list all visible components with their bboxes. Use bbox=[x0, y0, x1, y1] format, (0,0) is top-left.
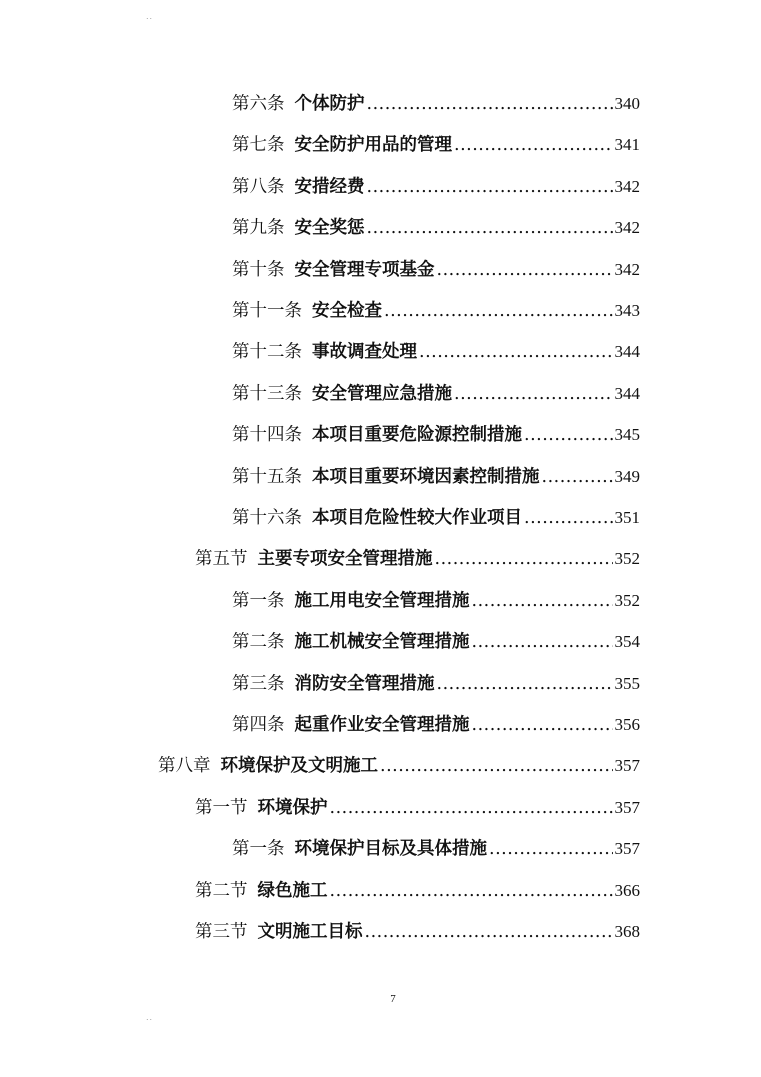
toc-entry-article[interactable] bbox=[232, 711, 640, 739]
toc-entry-page: 352 bbox=[614, 590, 640, 610]
toc-entry-section[interactable] bbox=[195, 794, 640, 822]
toc-entry-page: 340 bbox=[614, 94, 640, 113]
toc-entry-label: 第五节 bbox=[195, 549, 248, 570]
toc-dot-leader bbox=[367, 90, 613, 118]
toc-dot-leader bbox=[472, 628, 613, 656]
toc-entry-page: 349 bbox=[614, 466, 640, 486]
toc-entry-page: 344 bbox=[614, 342, 640, 362]
toc-entry-title: 起重作业安全管理措施 bbox=[294, 715, 470, 735]
toc-entry-page: 357 bbox=[614, 797, 640, 817]
toc-entry-label: 第十四条 bbox=[232, 425, 302, 446]
toc-dot-leader bbox=[367, 214, 613, 242]
toc-entry-article[interactable] bbox=[232, 628, 640, 656]
toc-entry-title: 环境保护 bbox=[257, 797, 328, 818]
toc-entry-title: 本项目重要环境因素控制措施 bbox=[312, 466, 540, 487]
toc-entry-title: 安全管理应急措施 bbox=[312, 383, 452, 404]
toc-dot-leader bbox=[330, 877, 613, 905]
toc-entry-page: 345 bbox=[614, 425, 640, 445]
toc-entry-article[interactable] bbox=[232, 463, 640, 491]
toc-entry-title: 安全管理专项基金 bbox=[294, 259, 435, 280]
toc-entry-chapter[interactable] bbox=[158, 752, 640, 780]
toc-entry-page: 357 bbox=[614, 839, 640, 859]
toc-entry-label: 第十一条 bbox=[232, 301, 302, 321]
toc-entry-label: 第八条 bbox=[232, 176, 285, 197]
toc-entry-article[interactable] bbox=[232, 380, 640, 408]
toc-dot-leader bbox=[437, 670, 613, 698]
toc-entry-label: 第十六条 bbox=[232, 508, 302, 528]
toc-entry-title: 消防安全管理措施 bbox=[294, 673, 435, 694]
toc-entry-label: 第一条 bbox=[232, 590, 285, 611]
toc-entry-label: 第三节 bbox=[195, 922, 248, 942]
toc-entry-article[interactable] bbox=[232, 173, 640, 201]
toc-entry-section[interactable] bbox=[195, 877, 640, 905]
toc-entry-page: 343 bbox=[614, 301, 640, 320]
toc-entry-title: 施工机械安全管理措施 bbox=[294, 632, 470, 653]
page-number: 7 bbox=[390, 993, 396, 1005]
toc-entry-article[interactable] bbox=[232, 256, 640, 284]
toc-entry-title: 安全检查 bbox=[312, 301, 382, 321]
toc-entry-page: 355 bbox=[614, 673, 640, 693]
toc-entry-title: 绿色施工 bbox=[257, 880, 328, 901]
toc-entry-article[interactable] bbox=[232, 338, 640, 366]
toc-entry-label: 第二节 bbox=[195, 880, 248, 901]
toc-entry-section[interactable] bbox=[195, 918, 640, 946]
toc-entry-title: 本项目危险性较大作业项目 bbox=[312, 508, 522, 528]
toc-entry-page: 344 bbox=[614, 383, 640, 403]
toc-dot-leader bbox=[367, 173, 613, 201]
toc-entry-article[interactable] bbox=[232, 670, 640, 698]
toc-dot-leader bbox=[454, 131, 613, 159]
toc-dot-leader bbox=[524, 421, 613, 449]
toc-dot-leader bbox=[419, 338, 613, 366]
corner-mark-bottom: .. bbox=[146, 1013, 154, 1022]
toc-entry-page: 356 bbox=[614, 715, 640, 734]
toc-dot-leader bbox=[454, 380, 613, 408]
toc-entry-page: 352 bbox=[614, 549, 640, 569]
toc-entry-label: 第十条 bbox=[232, 259, 285, 280]
toc-entry-title: 安措经费 bbox=[294, 176, 365, 197]
toc-entry-label: 第十三条 bbox=[232, 383, 302, 404]
toc-entry-page: 342 bbox=[614, 259, 640, 279]
toc-entry-title: 安全奖惩 bbox=[294, 218, 365, 239]
toc-dot-leader bbox=[384, 297, 613, 325]
toc-entry-article[interactable] bbox=[232, 421, 640, 449]
toc-dot-leader bbox=[489, 835, 613, 863]
toc-entry-article[interactable] bbox=[232, 297, 640, 325]
toc-dot-leader bbox=[435, 545, 613, 573]
toc-entry-title: 环境保护目标及具体措施 bbox=[294, 839, 487, 860]
toc-dot-leader bbox=[330, 794, 613, 822]
toc-entry-page: 341 bbox=[614, 135, 640, 155]
toc-entry-title: 安全防护用品的管理 bbox=[294, 135, 452, 156]
toc-entry-article[interactable] bbox=[232, 90, 640, 118]
toc-entry-title: 事故调查处理 bbox=[312, 342, 417, 363]
toc-entry-article[interactable] bbox=[232, 587, 640, 615]
toc-entry-label: 第七条 bbox=[232, 135, 285, 156]
toc-entry-label: 第一节 bbox=[195, 797, 248, 818]
toc-entry-label: 第二条 bbox=[232, 632, 285, 653]
toc-entry-title: 环境保护及文明施工 bbox=[220, 756, 378, 777]
toc-dot-leader bbox=[524, 504, 613, 532]
toc-entry-title: 个体防护 bbox=[294, 94, 365, 114]
toc-entry-page: 357 bbox=[614, 756, 640, 776]
toc-entry-page: 351 bbox=[614, 508, 640, 527]
toc-entry-page: 354 bbox=[614, 632, 640, 652]
toc-entry-label: 第三条 bbox=[232, 673, 285, 694]
toc-dot-leader bbox=[472, 587, 613, 615]
toc-entry-page: 368 bbox=[614, 922, 640, 941]
toc-entry-title: 文明施工目标 bbox=[257, 922, 363, 942]
toc-dot-leader bbox=[437, 256, 613, 284]
toc-entry-label: 第一条 bbox=[232, 839, 285, 860]
toc-entry-label: 第四条 bbox=[232, 715, 285, 735]
toc-dot-leader bbox=[365, 918, 613, 946]
toc-entry-label: 第六条 bbox=[232, 94, 285, 114]
toc-entry-label: 第八章 bbox=[158, 756, 211, 777]
toc-entry-page: 366 bbox=[614, 880, 640, 900]
toc-entry-section[interactable] bbox=[195, 545, 640, 573]
toc-entry-title: 施工用电安全管理措施 bbox=[294, 590, 470, 611]
toc-entry-article[interactable] bbox=[232, 131, 640, 159]
toc-entry-page: 342 bbox=[614, 218, 640, 238]
toc-dot-leader bbox=[472, 711, 613, 739]
toc-entry-article[interactable] bbox=[232, 214, 640, 242]
toc-dot-leader bbox=[380, 752, 613, 780]
toc-entry-article[interactable] bbox=[232, 835, 640, 863]
toc-dot-leader bbox=[542, 463, 613, 491]
toc-entry-label: 第十二条 bbox=[232, 342, 302, 363]
toc-entry-title: 本项目重要危险源控制措施 bbox=[312, 425, 522, 446]
corner-mark-top: .. bbox=[146, 12, 154, 21]
toc-entry-label: 第十五条 bbox=[232, 466, 302, 487]
toc-entry-label: 第九条 bbox=[232, 218, 285, 239]
toc-entry-page: 342 bbox=[614, 176, 640, 196]
toc-entry-title: 主要专项安全管理措施 bbox=[257, 549, 433, 570]
toc-entry-article[interactable] bbox=[232, 504, 640, 532]
